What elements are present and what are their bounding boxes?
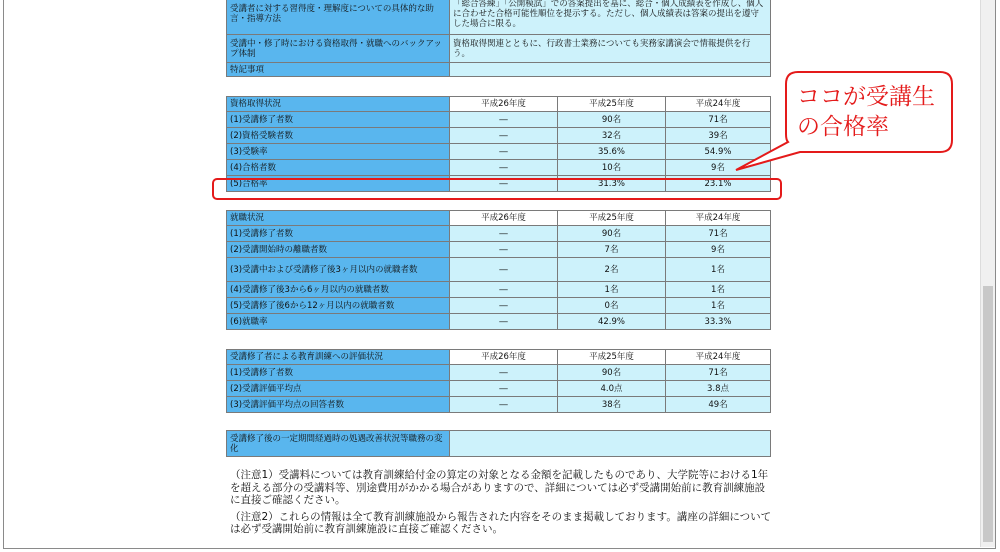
cell: 38名 [558, 397, 666, 413]
cell: 1名 [666, 282, 771, 298]
cell: 1名 [666, 298, 771, 314]
table-title: 資格取得状況 [227, 97, 450, 112]
cell: 71名 [666, 226, 771, 242]
cell: 39名 [666, 128, 771, 144]
row-label: (4)合格者数 [227, 160, 450, 176]
table-title: 受講修了者による教育訓練への評価状況 [227, 350, 450, 365]
row-label: (1)受講修了者数 [227, 112, 450, 128]
col-header: 平成25年度 [558, 97, 666, 112]
row-label: 特記事項 [227, 63, 450, 77]
col-header: 平成25年度 [558, 350, 666, 365]
row-label: (4)受講修了後3から6ヶ月以内の就職者数 [227, 282, 450, 298]
cell: 35.6% [558, 144, 666, 160]
cell: 33.3% [666, 314, 771, 330]
cell: 9名 [666, 242, 771, 258]
cell: 49名 [666, 397, 771, 413]
cell: 54.9% [666, 144, 771, 160]
row-label: (6)就職率 [227, 314, 450, 330]
cell: 7名 [558, 242, 666, 258]
col-header: 平成26年度 [450, 350, 558, 365]
row-label: (5)受講修了後6から12ヶ月以内の就職者数 [227, 298, 450, 314]
cell: 90名 [558, 226, 666, 242]
col-header: 平成26年度 [450, 211, 558, 226]
row-label: (1)受講修了者数 [227, 226, 450, 242]
cell: 4.0点 [558, 381, 666, 397]
row-label: (5)合格率 [227, 176, 450, 192]
col-header: 平成24年度 [666, 97, 771, 112]
cell: 90名 [558, 112, 666, 128]
row-value: 「総合答練」「公開模試」での答案提出を基に、総合・個人成績表を作成し、個人に合わせた合格可能性順位を提示する。ただし、個人成績表は答案の提出を遵守した場合に限る。 [450, 0, 771, 35]
cell: 32名 [558, 128, 666, 144]
cell: 0名 [558, 298, 666, 314]
cell: ― [450, 128, 558, 144]
cell: 3.8点 [666, 381, 771, 397]
cell: ― [450, 282, 558, 298]
cell: ― [450, 365, 558, 381]
cell: ― [450, 242, 558, 258]
row-label: (1)受講修了者数 [227, 365, 450, 381]
row-label: (3)受講評価平均点の回答者数 [227, 397, 450, 413]
note-2: （注意2）これらの情報は全て教育訓練施設から報告された内容をそのまま掲載しております。講座の詳細については必ず受講開始前に教育訓練施設に直接ご確認ください。 [230, 510, 772, 535]
table-title: 就職状況 [227, 211, 450, 226]
cell: ― [450, 397, 558, 413]
col-header: 平成25年度 [558, 211, 666, 226]
col-header: 平成26年度 [450, 97, 558, 112]
cell: ― [450, 144, 558, 160]
note-1: （注意1）受講料については教育訓練給付金の算定の対象となる金額を記載したものであり、大学院等における1年を超える部分の受講料等、別途費用がかかる場合がありますので、詳細については必ず受講開始前に教育訓練施設に直接ご確認ください。 [230, 469, 769, 506]
row-label: (3)受験率 [227, 144, 450, 160]
cell: ― [450, 298, 558, 314]
cell: 2名 [558, 258, 666, 282]
cell: ― [450, 160, 558, 176]
row-label: (2)受講開始時の離職者数 [227, 242, 450, 258]
row-label: (3)受講中および受講修了後3ヶ月以内の就職者数 [227, 258, 450, 282]
row-label: (2)受講評価平均点 [227, 381, 450, 397]
row-label: (2)資格受験者数 [227, 128, 450, 144]
callout-text [797, 82, 947, 142]
row-label: 受講者に対する習得度・理解度についての具体的な助言・指導方法 [227, 0, 450, 35]
cell: 90名 [558, 365, 666, 381]
cell: ― [450, 176, 558, 192]
cell: 23.1% [666, 176, 771, 192]
row-label: 受講修了後の一定期間経過時の処遇改善状況等職務の変化 [227, 431, 450, 457]
col-header: 平成24年度 [666, 211, 771, 226]
cell: 71名 [666, 112, 771, 128]
cell: ― [450, 258, 558, 282]
row-value: 資格取得関連とともに、行政書士業務についても実務家講演会で情報提供を行う。 [450, 35, 771, 63]
cell: 71名 [666, 365, 771, 381]
cell: ― [450, 112, 558, 128]
cell: 31.3% [558, 176, 666, 192]
cell: ― [450, 314, 558, 330]
cell: ― [450, 381, 558, 397]
cell: 9名 [666, 160, 771, 176]
callout-line-1: ココが受講生 [797, 84, 935, 110]
col-header: 平成24年度 [666, 350, 771, 365]
cell: 1名 [558, 282, 666, 298]
cell: 10名 [558, 160, 666, 176]
callout-line-2: の合格率 [797, 114, 889, 140]
row-label: 受講中・修了時における資格取得・就職へのバックアップ体制 [227, 35, 450, 63]
cell: 1名 [666, 258, 771, 282]
cell: ― [450, 226, 558, 242]
cell: 42.9% [558, 314, 666, 330]
